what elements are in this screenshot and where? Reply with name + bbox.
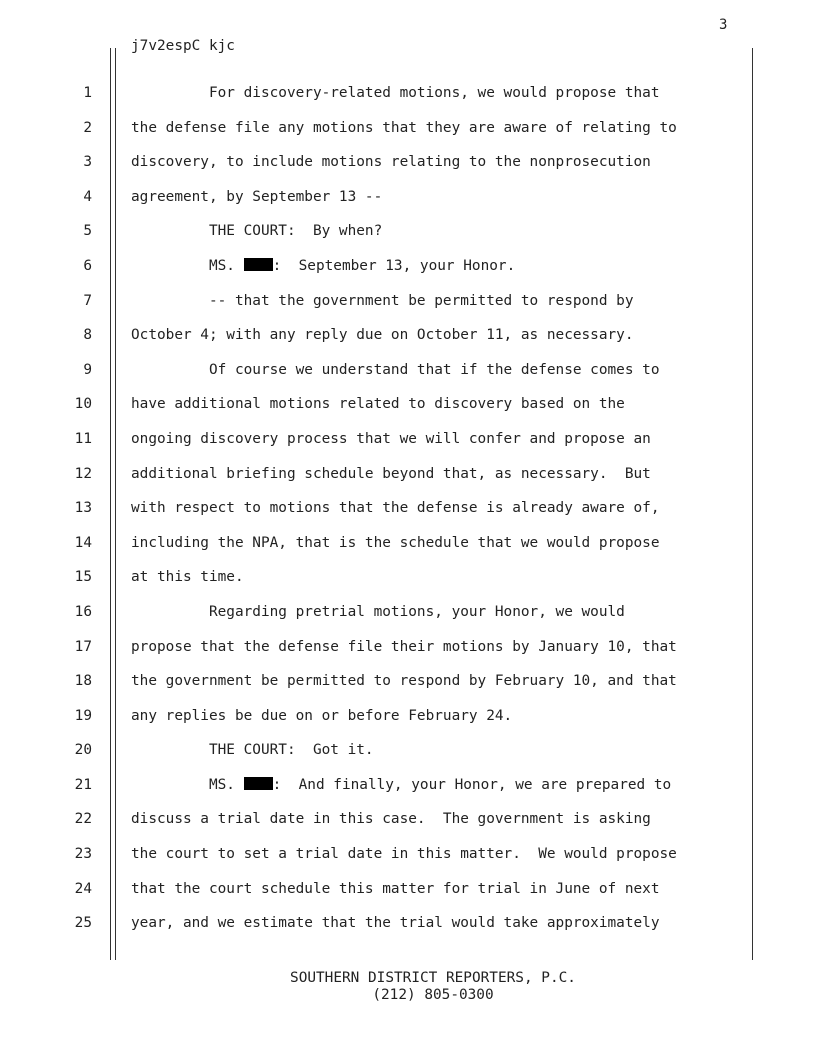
line-text (131, 362, 660, 378)
line-text-start: ongoing discovery process that we will confer and propose an (131, 430, 651, 447)
line-number: 5 (83, 223, 92, 240)
transcript-line (0, 223, 816, 258)
transcript-line (0, 673, 816, 708)
line-text-start: propose that the defense file their motions by January 10, that (131, 638, 677, 655)
transcript-line (0, 915, 816, 950)
line-number: 15 (74, 569, 92, 586)
line-text (131, 396, 625, 412)
transcript-line (0, 569, 816, 604)
line-number: 1 (83, 85, 92, 101)
line-number: 19 (74, 707, 92, 724)
transcript-line (0, 258, 816, 293)
line-text (131, 535, 660, 551)
transcript-line (0, 85, 816, 120)
line-number: 7 (83, 292, 92, 309)
line-text (131, 154, 651, 170)
line-text-start: year, and we estimate that the trial would take approximately (131, 915, 660, 932)
line-number: 16 (74, 603, 92, 620)
transcript-line (0, 639, 816, 674)
line-number: 21 (74, 776, 92, 793)
transcript-line (0, 362, 816, 397)
line-text (131, 639, 677, 655)
transcript-line (0, 846, 816, 881)
transcript-body (0, 85, 816, 950)
line-text-start: THE COURT: By when? (131, 223, 383, 240)
line-text-start: discovery, to include motions relating to the nonprosecution (131, 154, 651, 171)
line-text-start: MS. (131, 257, 244, 274)
line-text (131, 258, 515, 274)
reporter-phone: (212) 805-0300 (372, 987, 494, 1003)
line-text-start: have additional motions related to discovery based on the (131, 396, 625, 413)
transcript-line (0, 327, 816, 362)
transcript-line (0, 293, 816, 328)
transcript-line (0, 120, 816, 155)
line-text-start: THE COURT: Got it. (131, 742, 374, 759)
redaction-block (244, 777, 273, 790)
line-number: 8 (83, 327, 92, 344)
line-text-start: discuss a trial date in this case. The government is asking (131, 811, 651, 828)
line-text (131, 85, 660, 101)
line-number: 22 (74, 811, 92, 828)
line-number: 10 (74, 396, 92, 413)
line-text (131, 569, 244, 585)
line-text (131, 327, 634, 343)
line-text-start: Regarding pretrial motions, your Honor, we would (131, 603, 625, 620)
line-number: 4 (83, 188, 92, 205)
line-number: 17 (74, 638, 92, 655)
line-text (131, 811, 651, 827)
line-text (131, 708, 512, 724)
line-text-start: Of course we understand that if the defense comes to (131, 361, 660, 378)
line-number: 9 (83, 361, 92, 378)
line-number: 20 (74, 742, 92, 759)
transcript-line (0, 535, 816, 570)
line-text-start: For discovery-related motions, we would propose that (131, 85, 660, 101)
line-text (131, 223, 382, 239)
line-text-start: including the NPA, that is the schedule that we would propose (131, 534, 660, 551)
transcript-line (0, 777, 816, 812)
line-text-start: additional briefing schedule beyond that, as necessary. But (131, 465, 651, 482)
line-text (131, 742, 374, 758)
transcript-line (0, 604, 816, 639)
line-text (131, 777, 671, 793)
line-text-start: any replies be due on or before February 24. (131, 707, 513, 724)
transcript-line (0, 742, 816, 777)
line-text (131, 189, 382, 205)
transcript-line (0, 500, 816, 535)
line-number: 24 (74, 880, 92, 897)
line-number: 6 (83, 257, 92, 274)
line-text-start: the court to set a trial date in this matter. We would propose (131, 846, 677, 863)
transcript-line (0, 396, 816, 431)
line-number: 14 (74, 534, 92, 551)
line-number: 3 (83, 154, 92, 171)
line-text-start: agreement, by September 13 -- (131, 188, 383, 205)
line-number: 11 (74, 430, 92, 447)
transcript-line (0, 708, 816, 743)
line-text (131, 881, 660, 897)
line-text-start: the government be permitted to respond by February 10, and that (131, 673, 677, 690)
line-number: 2 (83, 119, 92, 136)
redaction-block (244, 258, 273, 271)
line-number: 13 (74, 500, 92, 517)
line-text-end: : And finally, your Honor, we are prepared to (272, 776, 672, 793)
line-text-start: that the court schedule this matter for trial in June of next (131, 880, 660, 897)
line-text-start: with respect to motions that the defense is already aware of, (131, 500, 660, 517)
line-text-start: the defense file any motions that they are aware of relating to (131, 119, 677, 136)
transcript-line (0, 154, 816, 189)
transcript-line (0, 811, 816, 846)
line-text (131, 604, 625, 620)
line-text-end: : September 13, your Honor. (272, 257, 516, 274)
transcript-line (0, 466, 816, 501)
page-footer (0, 970, 816, 1004)
line-text (131, 431, 651, 447)
line-text-start: at this time. (131, 569, 244, 586)
line-number: 23 (74, 846, 92, 863)
header-code: j7v2espC kjc (131, 38, 235, 54)
line-text (131, 466, 651, 482)
line-number: 12 (74, 465, 92, 482)
line-text (131, 673, 677, 689)
line-text (131, 120, 677, 136)
line-text-start: -- that the government be permitted to respond by (131, 292, 634, 309)
line-text (131, 915, 660, 931)
line-text (131, 293, 634, 309)
reporter-company: SOUTHERN DISTRICT REPORTERS, P.C. (290, 970, 576, 986)
line-text (131, 846, 677, 862)
line-number: 25 (74, 915, 92, 932)
transcript-line (0, 431, 816, 466)
transcript-line (0, 189, 816, 224)
line-number: 18 (74, 673, 92, 690)
line-text-start: MS. (131, 776, 244, 793)
line-text-start: October 4; with any reply due on October 11, as necessary. (131, 327, 634, 344)
line-text (131, 500, 660, 516)
transcript-line (0, 881, 816, 916)
page-number: 3 (719, 17, 728, 33)
